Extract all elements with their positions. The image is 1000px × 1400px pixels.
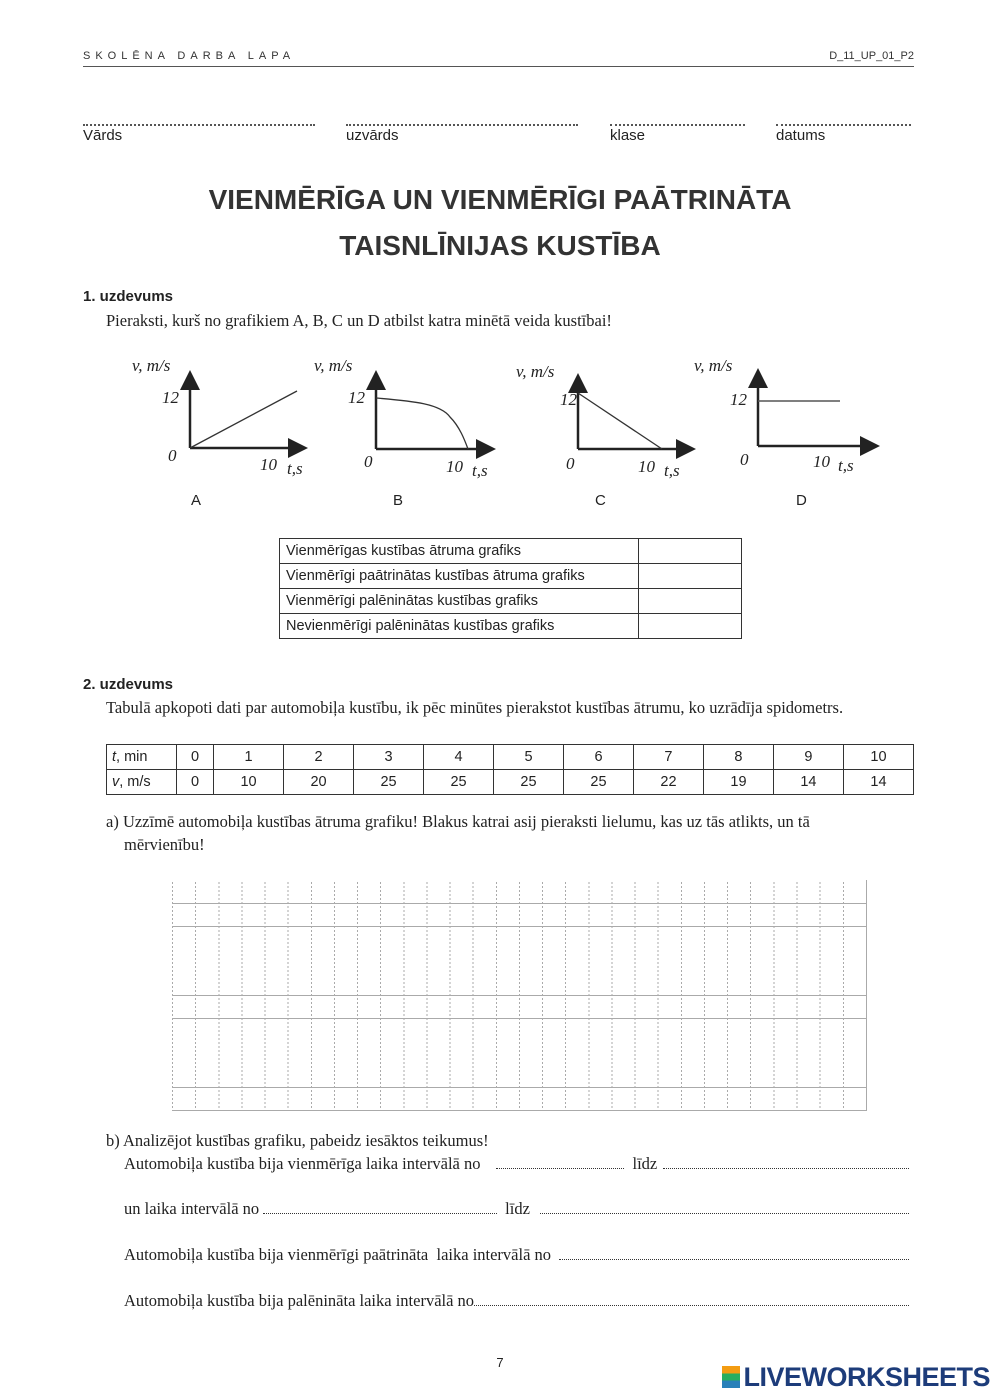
time-cell: 6 [563,745,633,770]
answer-blank[interactable] [263,1213,497,1214]
date-label: datums [776,127,826,144]
task2b-intro: b) Analizējot kustības grafiku, pabeidz iesāktos teikumus! [106,1131,489,1150]
speed-cell: 22 [633,770,703,795]
task2a-line1: a) Uzzīmē automobiļa kustības ātruma grafiku! Blakus katrai asij pieraksti lielumu, kas uz tās atlikts, un tā [106,812,810,831]
time-cell: 9 [773,745,843,770]
sentence-text: Automobiļa kustība bija vienmērīga laika intervālā no [124,1154,481,1173]
sentence-text: un laika intervālā no [124,1199,260,1218]
graph-b-xlabel: t,s [472,461,488,480]
speed-table [106,744,914,795]
speed-cell: 25 [354,770,424,795]
row-label: Vienmērīgas kustības ātruma grafiks [280,539,639,564]
graph-a-line [190,391,297,448]
task2-heading: 2. uzdevums [83,676,174,693]
graph-c-origin: 0 [566,454,575,473]
graph-c-letter: C [595,492,606,509]
logo-blocks-icon [722,1366,740,1388]
answer-blank[interactable] [559,1259,909,1260]
time-cell: 4 [424,745,494,770]
lidz-label: līdz [505,1199,530,1218]
name-label: Vārds [83,127,123,144]
graph-a-letter: A [191,492,202,509]
speed-cell: 20 [284,770,354,795]
speed-cell: 10 [214,770,284,795]
graph-d-xtick: 10 [813,452,830,471]
time-cell: 8 [703,745,773,770]
time-cell: 7 [633,745,703,770]
speed-cell: 0 [177,770,214,795]
graph-b-curve [376,398,468,449]
table-row [280,564,742,589]
table-row [280,539,742,564]
graph-b [314,356,488,480]
surname-field[interactable] [346,124,578,126]
graph-a-ytick: 12 [162,388,179,407]
table-row [280,614,742,639]
speed-cell: 25 [563,770,633,795]
speed-cell: 14 [773,770,843,795]
speed-cell: 25 [424,770,494,795]
sentence-2 [124,1199,909,1219]
speed-cell: 25 [494,770,564,795]
answer-blank[interactable] [663,1168,909,1169]
graph-b-xtick: 10 [446,457,463,476]
header-title: SKOLĒNA DARBA LAPA [83,50,296,62]
graph-b-letter: B [393,492,404,509]
time-cell: 3 [354,745,424,770]
graph-a-xlabel: t,s [287,459,303,478]
time-cell: 5 [494,745,564,770]
match-table [279,538,742,639]
date-field[interactable] [776,124,911,126]
liveworksheets-logo: LIVEWORKSHEETS [722,1362,990,1393]
table-row [280,589,742,614]
row-label: Vienmērīgi palēninātas kustības grafiks [280,589,639,614]
surname-label: uzvārds [346,127,399,144]
time-cell: 2 [284,745,354,770]
page-title-line1: VIENMĒRĪGA UN VIENMĒRĪGI PAĀTRINĀTA [208,184,792,215]
graph-a-ylabel: v, m/s [132,356,171,375]
answer-cell[interactable] [639,564,742,589]
header-code: D_11_UP_01_P2 [829,50,914,62]
task2-instruction: Tabulā apkopoti dati par automobiļa kustību, ik pēc minūtes pierakstot kustības ātrumu, ko uzrādīja spidometrs. [106,698,844,717]
graph-c-xlabel: t,s [664,461,680,480]
answer-cell[interactable] [639,539,742,564]
task1-instruction: Pieraksti, kurš no grafikiem A, B, C un D atbilst katra minētā veida kustībai! [106,311,612,330]
graph-b-ytick: 12 [348,388,365,407]
motion-graphs [120,345,890,485]
table-row-speed [107,770,914,795]
graph-d-origin: 0 [740,450,749,469]
sentence-text: Automobiļa kustība bija vienmērīgi paātrināta laika intervālā no [124,1245,552,1264]
header-divider [83,66,914,67]
graph-b-ylabel: v, m/s [314,356,353,375]
graph-d-xlabel: t,s [838,456,854,475]
time-cell: 0 [177,745,214,770]
graph-b-origin: 0 [364,452,373,471]
graph-c-xtick: 10 [638,457,655,476]
graph-d-ylabel: v, m/s [694,356,733,375]
sentence-4 [124,1291,909,1311]
answer-blank[interactable] [540,1213,909,1214]
speed-header: v, m/s [107,770,177,795]
graph-a-origin: 0 [168,446,177,465]
sentence-3 [124,1245,909,1265]
answer-cell[interactable] [639,589,742,614]
class-label: klase [610,127,646,144]
sentence-text: Automobiļa kustība bija palēnināta laika intervālā no [124,1291,475,1310]
speed-cell: 19 [703,770,773,795]
lidz-label: līdz [632,1154,658,1173]
time-cell: 10 [843,745,913,770]
name-field[interactable] [83,124,315,126]
task2a-line2: mērvienību! [124,835,205,854]
speed-cell: 14 [843,770,913,795]
graph-d-ytick: 12 [730,390,747,409]
graph-d-letter: D [796,492,807,509]
row-label: Vienmērīgi paātrinātas kustības ātruma grafiks [280,564,639,589]
graph-c-line [578,393,662,449]
graph-a-xtick: 10 [260,455,277,474]
graph-a [132,356,303,478]
class-field[interactable] [610,124,745,126]
answer-blank[interactable] [474,1305,909,1306]
graph-c-ytick: 12 [560,390,577,409]
time-header: t, min [107,745,177,770]
graph-d [694,356,870,475]
task1-heading: 1. uzdevums [83,288,174,305]
page-title-line2: TAISNLĪNIJAS KUSTĪBA [339,230,661,261]
time-cell: 1 [214,745,284,770]
graph-c-ylabel: v, m/s [516,362,555,381]
graph-c [516,362,686,480]
answer-cell[interactable] [639,614,742,639]
answer-blank[interactable] [496,1168,624,1169]
page-number: 7 [496,1355,504,1370]
row-label: Nevienmērīgi palēninātas kustības grafiks [280,614,639,639]
graph-paper-grid[interactable] [172,880,867,1111]
table-row-time [107,745,914,770]
sentence-1 [124,1154,909,1174]
